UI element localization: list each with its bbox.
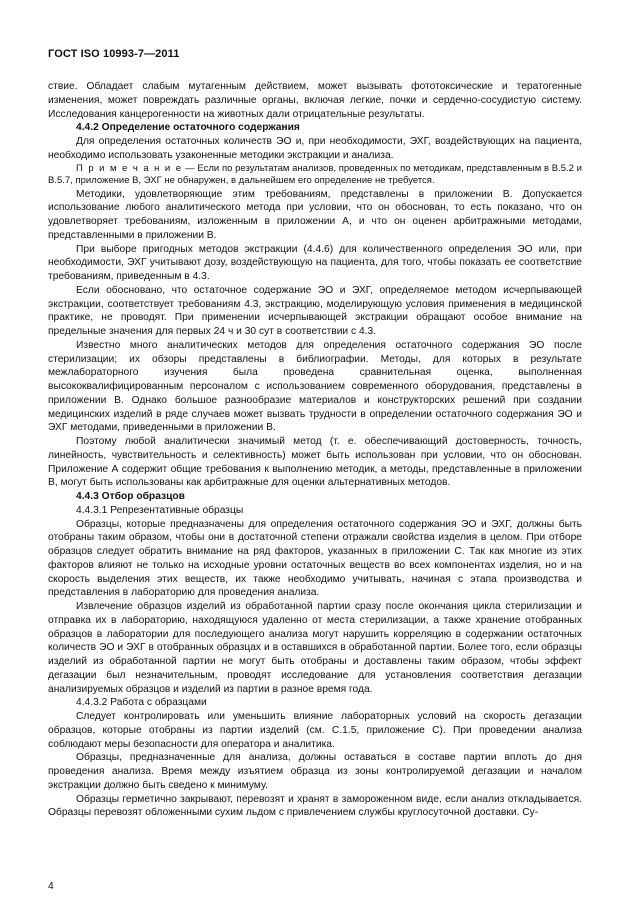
paragraph: Следует контролировать или уменьшить влияние лабораторных условий на скорость дегазации образцов, которые отобраны из партии изделий (см. С.1.5, приложение С). При проведении анализа соблюдают меры безопасности для оператора и аналитика. [48,711,582,750]
section-heading-4-4-2: 4.4.2 Определение остаточного содержания [76,122,300,134]
paragraph-continuation: ствие. Обладает слабым мутагенным действием, может вызывать фототоксические и тератогенные изменения, может повреждать различные органы, включая легкие, почки и сердечно-сосудистую систему. Исследования канцерогенности на животных дали отрицательные результаты. [48,81,582,120]
subsection-heading-4-4-3-2: 4.4.3.2 Работа с образцами [76,697,207,709]
paragraph: Для определения остаточных количеств ЭО и, при необходимости, ЭХГ, воздействующих на пациента, необходимо использовать узаконенные методики экстракции и анализа. [48,136,582,161]
subsection-heading-4-4-3-1: 4.4.3.1 Репрезентативные образцы [76,504,244,516]
paragraph: При выборе пригодных методов экстракции (4.4.6) для количественного определения ЭО или, при необходимости, ЭХГ учитывают дозу, воздействующую на пациента, для того, чтобы показать ее соответствие требованиям, приведенным в 4.3. [48,243,582,282]
paragraph: Образцы герметично закрывают, перевозят и хранят в замороженном виде, если анализ откладывается. Образцы перевозят обложенными сухим льдом с привлечением службы круглосуточной доставки. Су- [48,793,582,819]
paragraph: Извлечение образцов изделий из обработанной партии сразу после окончания цикла стерилизации и отправка их в лабораторию, находящуюся удаленно от места стерилизации, а также хранение отобранных образцов в лаборатории для последующего анализа могут нарушить корреляцию в содержании остаточных количеств ЭО и ЭХГ в отобранных образцах и в оставшихся в обработанной партии. Более того, если образцы изделий из обработанной партии не могут быть отобраны и доставлены таким образом, чтобы эффект дегазации был незначительным, проводят исследование для установления соответствия дегазации анализируемых образцов и изделий из партии в разное время года. [48,601,582,695]
document-body [48,80,582,820]
note-text: — Если по результатам анализов, проведенных по методикам, представленным в В.5.2 и В.5.7, приложение В, ЭХГ не обнаружен, в дальнейшем его определение не требуется. [48,162,582,186]
page-header: ГОСТ ISO 10993-7—2011 [48,48,180,60]
paragraph: Методики, удовлетворяющие этим требованиям, представлены в приложении В. Допускается использование любого аналитического метода при условии, что он обоснован, то есть показано, что он удовлетворяет требованиям, изложенным в приложении А, и что он оценен арбитражными методами, представленными в приложении В. [48,188,582,241]
paragraph: Образцы, предназначенные для анализа, должны оставаться в составе партии вплоть до дня проведения анализа. Время между изъятием образца из зоны контролируемой дегазации и началом экстракции должно быть сведено к минимуму. [48,752,582,791]
note-paragraph [48,163,582,188]
paragraph: Поэтому любой аналитически значимый метод (т. е. обеспечивающий достоверность, точность, линейность, чувствительность и селективность) может быть использован при условии, что он обоснован. Приложение А содержит общие требования к выполнению методик, а методы, представленные в приложении В, могут быть использованы как арбитражные для оценки альтернативных методов. [48,436,582,489]
note-label: П р и м е ч а н и е [76,162,183,174]
page-number: 4 [48,881,54,892]
section-heading-4-4-3: 4.4.3 Отбор образцов [76,491,185,502]
paragraph: Образцы, которые предназначены для определения остаточного содержания ЭО и ЭХГ, должны быть отобраны таким образом, чтобы они в достаточной степени отражали свойства изделия в целом. При отборе образцов следует обратить внимание на ряд факторов, указанных в приложении С. Так как многие из этих факторов влияют не только на исходные уровни остаточных веществ во всех компонентах изделия, но и на скорость выделения этих веществ, их также необходимо учитывать, начиная с этапа производства и представления в лабораторию для проведения анализа. [48,518,582,599]
paragraph: Известно много аналитических методов для определения остаточного содержания ЭО после стерилизации; их обзоры представлены в библиографии. Методы, для которых в результате межлабораторного изучения была проведена сравнительная оценка, выполненная высококвалифицированным персоналом с использованием современного оборудования, представлены в приложении В. Однако большое разнообразие материалов и конструкторских решений при создании медицинских изделий в ряде случаев может вызвать трудности в определении остаточного содержания ЭО и ЭХГ методами, приведенными в приложении В. [48,339,582,434]
paragraph: Если обосновано, что остаточное содержание ЭО и ЭХГ, определяемое методом исчерпывающей экстракции, соответствует требованиям 4.3, экстракцию, моделирующую условия применения в медицинской практике, не проводят. При применении исчерпывающей экстракции обращают особое внимание на предельные значения для первых 24 ч и 30 сут в соответствии с 4.3. [48,284,582,337]
